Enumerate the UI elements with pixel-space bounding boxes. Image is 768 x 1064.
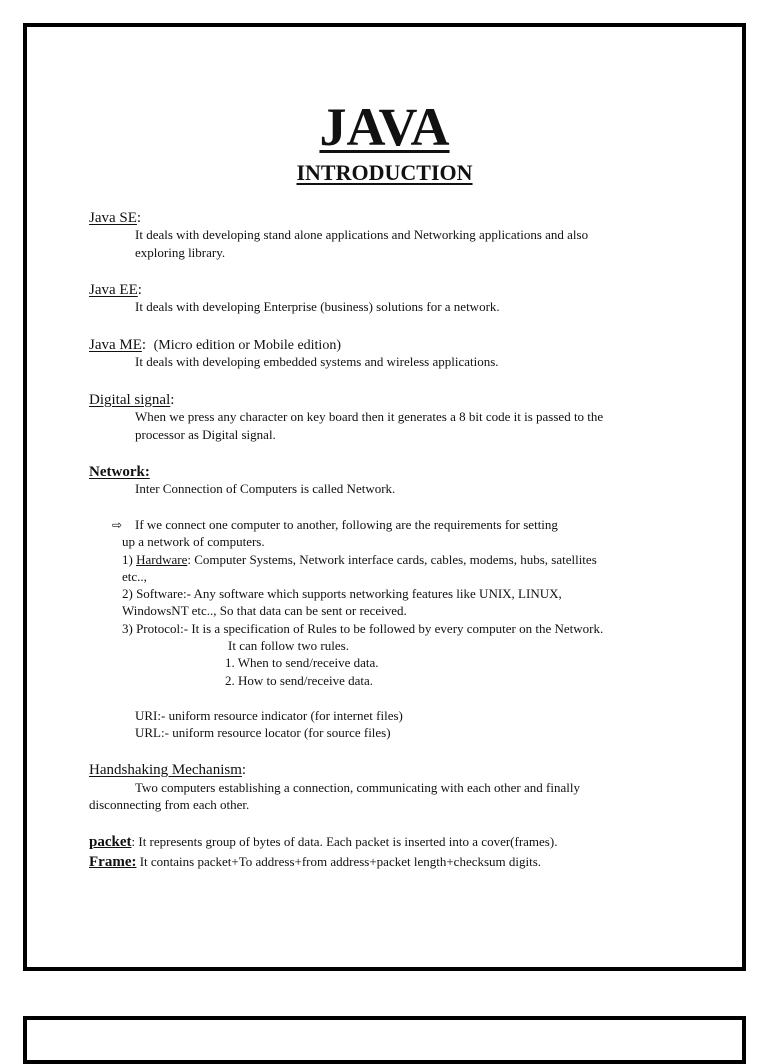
network-heading: Network:: [89, 464, 150, 480]
packet-line: packet: It represents group of bytes of data. Each packet is inserted into a cover(frames).: [89, 834, 558, 850]
protocol-line-2: It can follow two rules.: [228, 638, 349, 653]
java-me-text: It deals with developing embedded systems and wireless applications.: [135, 354, 499, 369]
handshaking-heading: Handshaking Mechanism:: [89, 762, 247, 778]
handshaking-text-1: Two computers establishing a connection, communicating with each other and finally: [135, 780, 580, 795]
uri-line: URI:- uniform resource indicator (for internet files): [135, 708, 403, 723]
digital-signal-text-2: processor as Digital signal.: [135, 427, 276, 442]
network-requirements-2: up a network of computers.: [122, 534, 265, 549]
page-subtitle: INTRODUCTION: [296, 160, 473, 185]
right-arrow-icon: ⇨: [112, 518, 123, 532]
network-definition: Inter Connection of Computers is called Network.: [135, 481, 396, 496]
software-line-2: WindowsNT etc.., So that data can be sent or received.: [122, 603, 407, 618]
hardware-line: 1) Hardware: Computer Systems, Network interface cards, cables, modems, hubs, satellites: [122, 552, 597, 567]
frame-line: Frame: It contains packet+To address+from address+packet length+checksum digits.: [89, 854, 542, 870]
digital-signal-text-1: When we press any character on key board then it generates a 8 bit code it is passed to the: [135, 409, 604, 424]
digital-signal-heading: Digital signal:: [89, 392, 175, 408]
java-se-text-1: It deals with developing stand alone applications and Networking applications and also: [135, 227, 589, 242]
hardware-line-cont: etc..,: [122, 569, 147, 584]
java-ee-heading: Java EE:: [89, 282, 142, 298]
page-title: JAVA: [319, 97, 450, 157]
protocol-line-1: 3) Protocol:- It is a specification of Rules to be followed by every computer on the Network.: [122, 621, 604, 636]
protocol-rule-1: 1. When to send/receive data.: [225, 655, 379, 670]
network-requirements-1: If we connect one computer to another, following are the requirements for setting: [135, 517, 558, 532]
java-se-heading: Java SE:: [89, 210, 142, 226]
java-ee-text: It deals with developing Enterprise (business) solutions for a network.: [135, 299, 500, 314]
handshaking-text-2: disconnecting from each other.: [89, 797, 250, 812]
java-se-text-2: exploring library.: [135, 245, 226, 260]
url-line: URL:- uniform resource locator (for source files): [135, 725, 391, 740]
protocol-rule-2: 2. How to send/receive data.: [225, 673, 374, 688]
software-line-1: 2) Software:- Any software which supports networking features like UNIX, LINUX,: [122, 586, 562, 601]
next-page-border: [23, 1016, 746, 1064]
document-page: [23, 23, 746, 971]
java-me-note: (Micro edition or Mobile edition): [153, 338, 341, 353]
java-me-heading: Java ME: (Micro edition or Mobile edition): [89, 337, 341, 353]
